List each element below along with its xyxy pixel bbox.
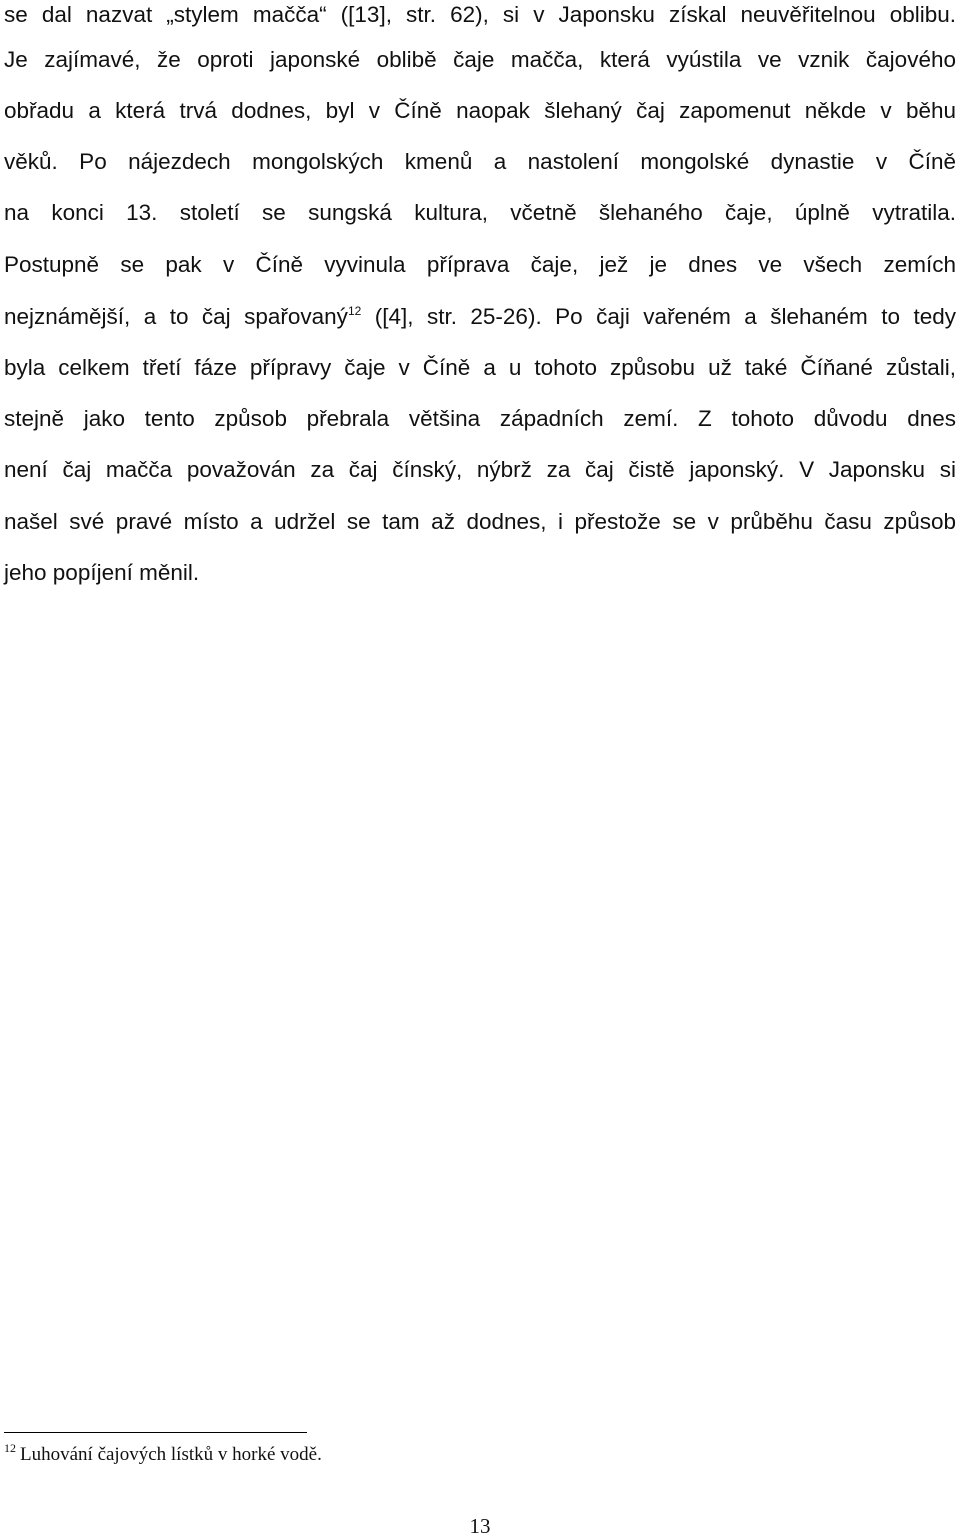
footnote-number: 12 (4, 1441, 16, 1455)
paragraph-line: na konci 13. století se sungská kultura, včetně šlehaného čaje, úplně vytratila. (4, 200, 956, 225)
paragraph-line: stejně jako tento způsob přebrala většina západních zemí. Z tohoto důvodu dnes (4, 406, 956, 431)
paragraph-line (4, 302, 956, 332)
paragraph-line: obřadu a která trvá dodnes, byl v Číně naopak šlehaný čaj zapomenut někde v běhu (4, 98, 956, 123)
footnote-separator (4, 1432, 307, 1433)
paragraph-line: není čaj mačča považován za čaj čínský, nýbrž za čaj čistě japonský. V Japonsku si (4, 457, 956, 482)
footnote-reference[interactable]: 12 (347, 304, 362, 318)
paragraph-line: věků. Po nájezdech mongolských kmenů a nastolení mongolské dynastie v Číně (4, 149, 956, 174)
footnote-text: Luhování čajových lístků v horké vodě. (20, 1444, 322, 1465)
paragraph-line: byla celkem třetí fáze přípravy čaje v Číně a u tohoto způsobu už také Číňané zůstali, (4, 355, 956, 380)
line-text: nejznámější, a to čaj spařovaný (4, 304, 348, 329)
paragraph-line: se dal nazvat „stylem mačča“ ([13], str. 62), si v Japonsku získal neuvěřitelnou oblibu. (4, 2, 956, 27)
paragraph-line: jeho popíjení měnil. (4, 560, 200, 585)
page-number: 13 (469, 1514, 491, 1538)
paragraph-line: Postupně se pak v Číně vyvinula příprava čaje, jež je dnes ve všech zemích (4, 252, 956, 277)
line-text: ([4], str. 25-26). Po čaji vařeném a šlehaném to tedy (374, 304, 956, 329)
footnote (4, 1442, 322, 1468)
paragraph-line: našel své pravé místo a udržel se tam až dodnes, i přestože se v průběhu času způsob (4, 509, 956, 534)
paragraph-line: Je zajímavé, že oproti japonské oblibě čaje mačča, která vyústila ve vznik čajového (4, 47, 956, 72)
